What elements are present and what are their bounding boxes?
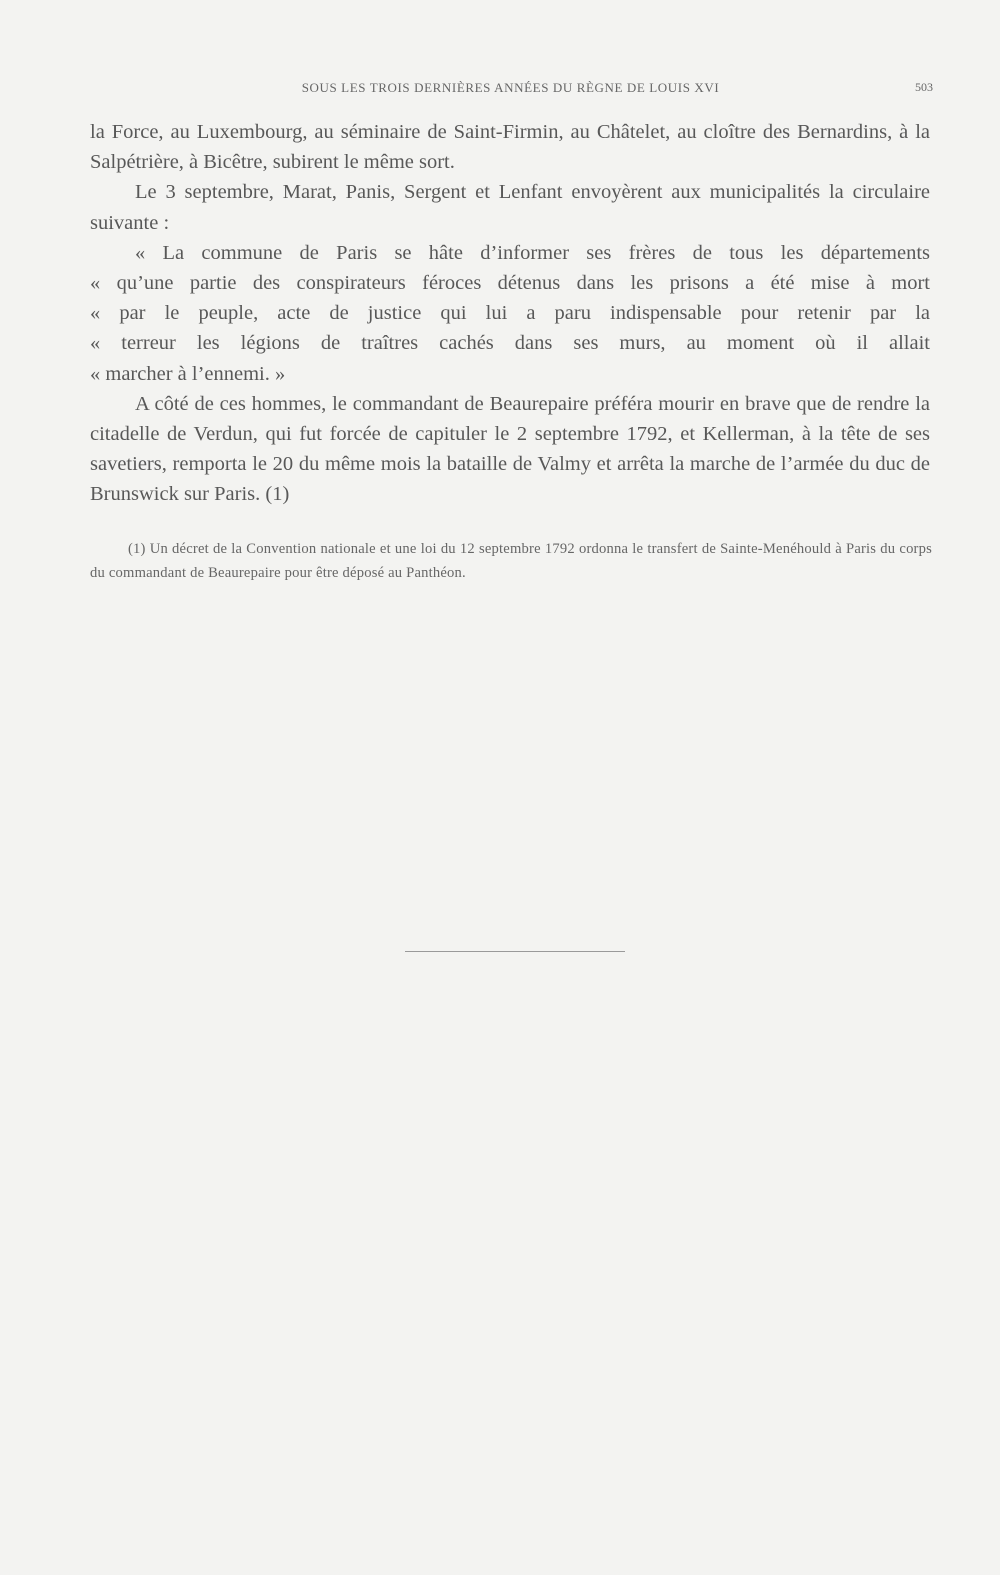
- footnote: [90, 537, 932, 585]
- paragraph: la Force, au Luxembourg, au séminaire de Saint-Firmin, au Châtelet, au cloître des Bernardins, à la Salpétrière, à Bicêtre, subirent le même sort.: [90, 121, 930, 174]
- running-head: SOUS LES TROIS DERNIÈRES ANNÉES DU RÈGNE DE LOUIS XVI: [301, 80, 720, 95]
- quote-line: « marcher à l’ennemi. »: [90, 362, 286, 385]
- end-rule: [405, 951, 625, 952]
- quote-line: « par le peuple, acte de justice qui lui a paru indispensable pour retenir par la: [90, 302, 930, 325]
- paragraph: A côté de ces hommes, le commandant de Beaurepaire préféra mourir en brave que de rendre la citadelle de Verdun, qui fut forcée de capituler le 2 septembre 1792, et Kellerman, à la tête de ses savetiers, remporta le 20 du même mois la bataille de Valmy et arrêta la marche de l’armée du duc de Brunswick sur Paris. (1): [90, 392, 930, 506]
- page-header: [88, 80, 933, 100]
- quote-line: « terreur les légions de traîtres cachés dans ses murs, au moment où il allait: [90, 332, 930, 355]
- quote-line: « La commune de Paris se hâte d’informer ses frères de tous les départements: [135, 241, 930, 264]
- main-text: [90, 117, 930, 510]
- footnote-text: (1) Un décret de la Convention nationale et une loi du 12 septembre 1792 ordonna le transfert de Sainte-Menéhould à Paris du corps du commandant de Beaurepaire pour être déposé au Panthéon.: [90, 541, 932, 581]
- page-number: 503: [915, 80, 933, 94]
- paragraph: Le 3 septembre, Marat, Panis, Sergent et Lenfant envoyèrent aux municipalités la circulaire suivante :: [90, 181, 930, 234]
- quote-line: « qu’une partie des conspirateurs féroces détenus dans les prisons a été mise à mort: [90, 272, 930, 295]
